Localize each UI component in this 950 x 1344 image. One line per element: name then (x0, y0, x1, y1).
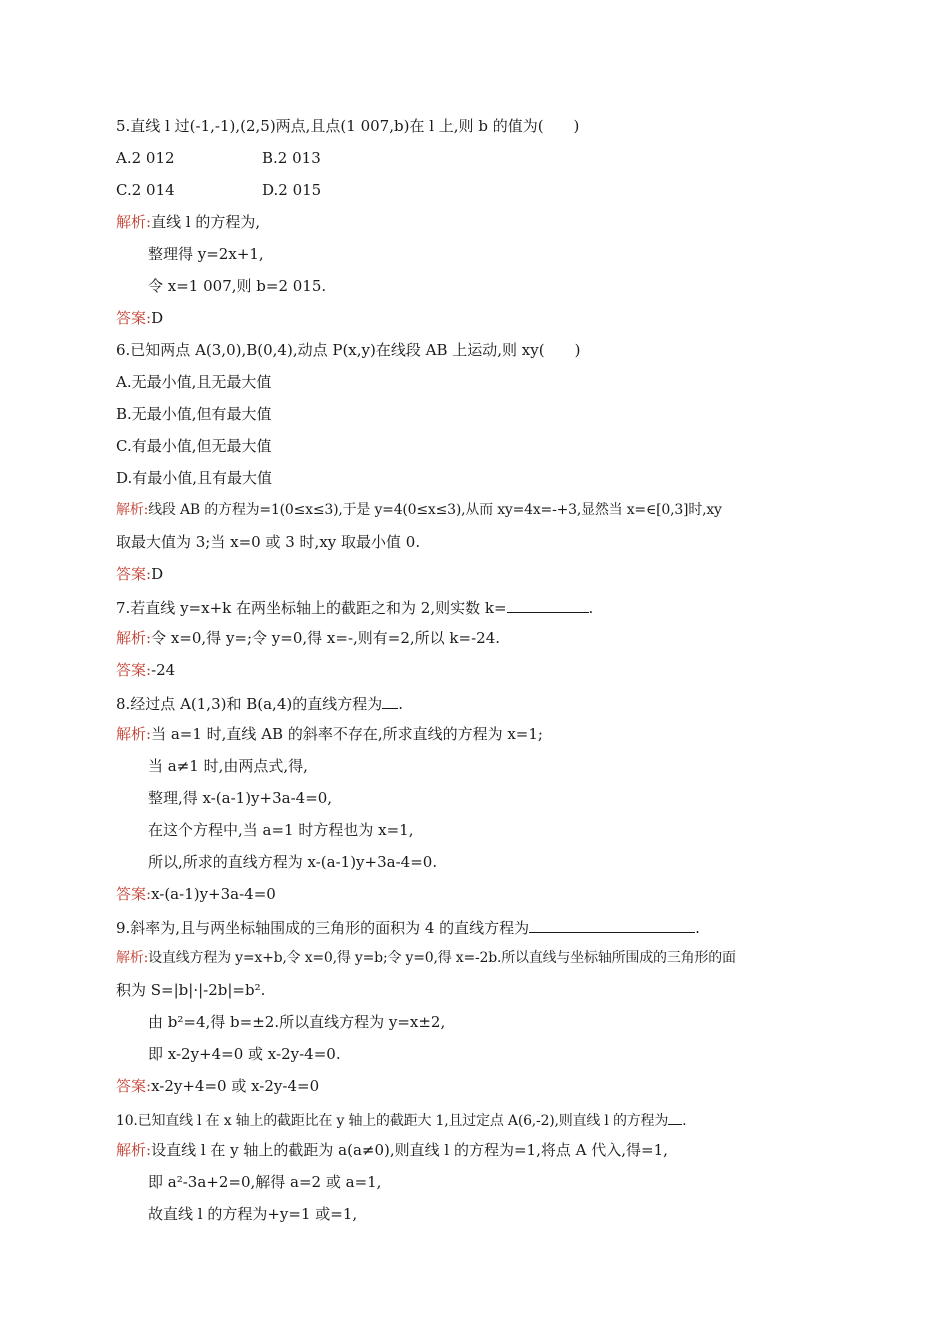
solution-label: 解析: (116, 213, 152, 231)
solution-label: 解析: (116, 725, 152, 743)
answer-blank (529, 916, 695, 933)
q8-solution (116, 724, 543, 744)
answer-blank (382, 692, 398, 709)
answer-label: 答案: (116, 309, 152, 327)
q6-solution (116, 500, 722, 520)
q5-solution-line: 令 x=1 007,则 b=2 015. (148, 277, 327, 295)
q9-solution-line: 积为 S=|b|·|-2b|=b². (116, 981, 266, 999)
q5-option-b: B.2 013 (262, 149, 321, 167)
answer-text: x-2y+4=0 或 x-2y-4=0 (151, 1077, 320, 1095)
q6-option-c: C.有最小值,但无最大值 (116, 437, 272, 455)
stem-text: 10.已知直线 l 在 x 轴上的截距比在 y 轴上的截距大 1,且过定点 A(6,-2),则直线 l 的方程为 (116, 1113, 669, 1129)
answer-text: D (151, 565, 164, 583)
q9-answer (116, 1076, 319, 1096)
q5-option-a: A.2 012 (116, 149, 175, 167)
solution-label: 解析: (116, 1141, 152, 1159)
q8-stem (116, 692, 403, 714)
q8-solution-line: 当 a≠1 时,由两点式,得, (148, 757, 308, 775)
solution-text: 设直线 l 在 y 轴上的截距为 a(a≠0),则直线 l 的方程为=1,将点 A 代入,得=1, (151, 1141, 668, 1159)
answer-label: 答案: (116, 885, 152, 903)
stem-text: 9.斜率为,且与两坐标轴围成的三角形的面积为 4 的直线方程为 (116, 919, 530, 937)
stem-end: . (695, 919, 700, 937)
solution-label: 解析: (116, 502, 149, 518)
q5-option-c: C.2 014 (116, 181, 175, 199)
solution-label: 解析: (116, 950, 149, 966)
answer-label: 答案: (116, 1077, 152, 1095)
answer-text: D (151, 309, 164, 327)
solution-text: 直线 l 的方程为, (151, 213, 261, 231)
q6-option-a: A.无最小值,且无最大值 (116, 373, 272, 391)
q6-stem: 6.已知两点 A(3,0),B(0,4),动点 P(x,y)在线段 AB 上运动,则 xy( ) (116, 341, 581, 359)
q7-stem (116, 596, 593, 618)
stem-end: . (588, 599, 594, 617)
stem-end: . (682, 1113, 687, 1129)
answer-text: x-(a-1)y+3a-4=0 (151, 885, 276, 903)
solution-text: 当 a=1 时,直线 AB 的斜率不存在,所求直线的方程为 x=1; (151, 725, 543, 743)
q5-solution (116, 212, 260, 232)
q9-stem (116, 916, 700, 938)
solution-text: 令 x=0,得 y=;令 y=0,得 x=-,则有=2,所以 k=-24. (151, 629, 501, 647)
q9-solution (116, 948, 736, 968)
q8-answer (116, 884, 276, 904)
q6-answer (116, 564, 163, 584)
q7-solution (116, 628, 500, 648)
solution-text: 设直线方程为 y=x+b,令 x=0,得 y=b;令 y=0,得 x=-2b.所以直线与坐标轴所围成的三角形的面 (148, 950, 736, 966)
q10-solution-line: 故直线 l 的方程为+y=1 或=1, (148, 1205, 358, 1223)
stem-text: 8.经过点 A(1,3)和 B(a,4)的直线方程为 (116, 695, 383, 713)
solution-label: 解析: (116, 629, 152, 647)
answer-label: 答案: (116, 565, 152, 583)
stem-end: . (398, 695, 404, 713)
answer-text: -24 (151, 661, 176, 679)
q5-option-d: D.2 015 (262, 181, 322, 199)
q9-solution-line: 由 b²=4,得 b=±2.所以直线方程为 y=x±2, (148, 1013, 446, 1031)
q7-answer (116, 660, 175, 680)
q6-solution-line: 取最大值为 3;当 x=0 或 3 时,xy 取最小值 0. (116, 533, 421, 551)
q10-stem (116, 1108, 686, 1131)
q5-solution-line: 整理得 y=2x+1, (148, 245, 264, 263)
answer-blank (668, 1108, 682, 1125)
answer-label: 答案: (116, 661, 152, 679)
solution-text: 线段 AB 的方程为=1(0≤x≤3),于是 y=4(0≤x≤3),从而 xy=4x=-+3,显然当 x=∈[0,3]时,xy (148, 502, 722, 518)
q5-answer (116, 308, 163, 328)
q10-solution (116, 1140, 668, 1160)
q8-solution-line: 在这个方程中,当 a=1 时方程也为 x=1, (148, 821, 414, 839)
q10-solution-line: 即 a²-3a+2=0,解得 a=2 或 a=1, (148, 1173, 382, 1191)
q6-option-d: D.有最小值,且有最大值 (116, 469, 273, 487)
q5-stem: 5.直线 l 过(-1,-1),(2,5)两点,且点(1 007,b)在 l 上,则 b 的值为( ) (116, 117, 580, 135)
q8-solution-line: 整理,得 x-(a-1)y+3a-4=0, (148, 789, 333, 807)
q6-option-b: B.无最小值,但有最大值 (116, 405, 272, 423)
stem-text: 7.若直线 y=x+k 在两坐标轴上的截距之和为 2,则实数 k= (116, 599, 507, 617)
answer-blank (507, 596, 589, 613)
q9-solution-line: 即 x-2y+4=0 或 x-2y-4=0. (148, 1045, 341, 1063)
q8-solution-line: 所以,所求的直线方程为 x-(a-1)y+3a-4=0. (148, 853, 438, 871)
